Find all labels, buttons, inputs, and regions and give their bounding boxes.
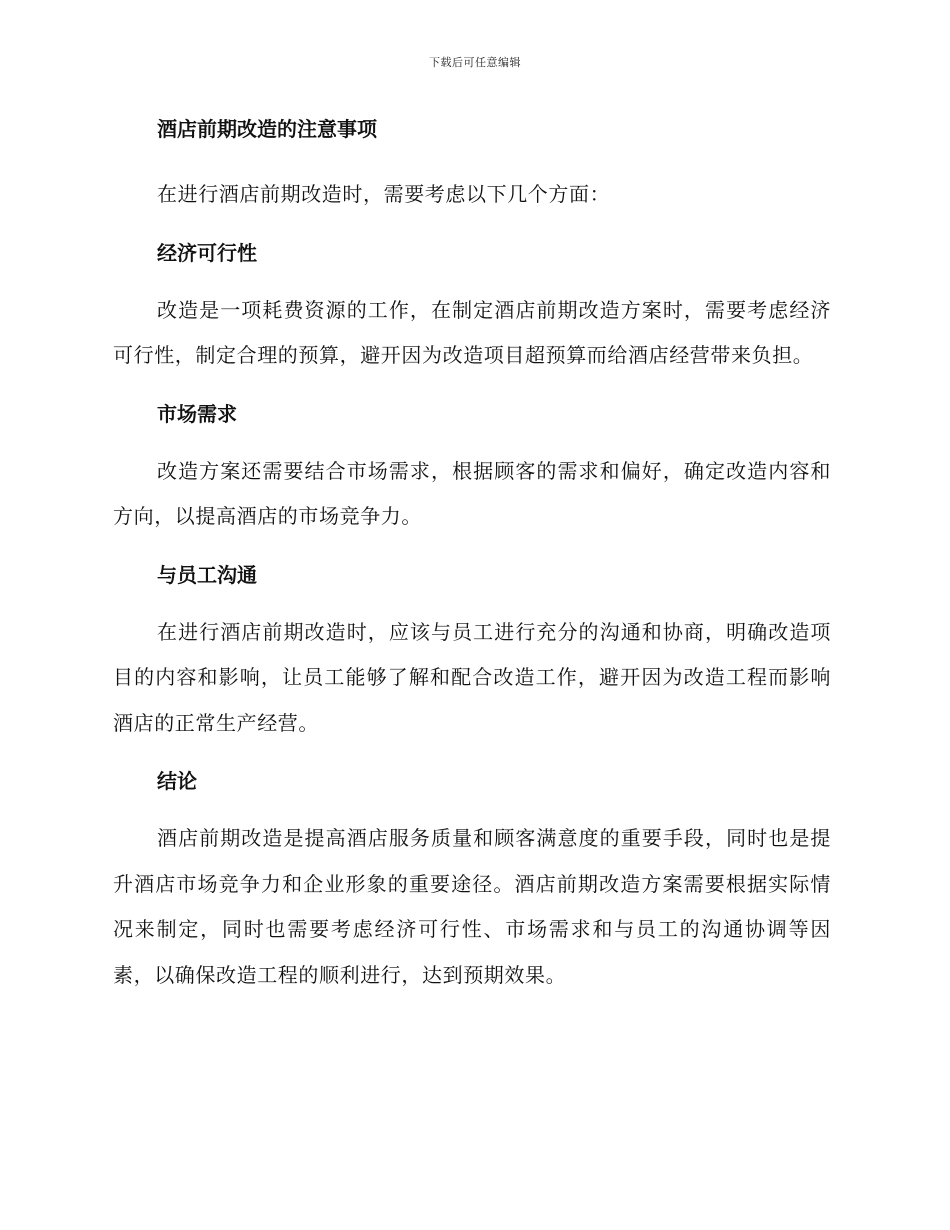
intro-paragraph: 在进行酒店前期改造时，需要考虑以下几个方面： (157, 182, 611, 206)
section-heading: 市场需求 (157, 401, 237, 426)
section-heading: 经济可行性 (157, 240, 257, 265)
section-conclusion (113, 766, 831, 998)
document-title: 酒店前期改造的注意事项 (157, 117, 377, 141)
section-staff-communication (113, 560, 831, 747)
section-market-demand (113, 399, 831, 540)
section-heading: 结论 (157, 769, 197, 793)
section-paragraph: 酒店前期改造是提高酒店服务质量和顾客满意度的重要手段，同时也是提升酒店市场竞争力和企业形象的重要途径。酒店前期改造方案需要根据实际情况来制定，同时也需要考虑经济可行性、市场需求和与员工的沟通协调等因素，以确保改造工程的顺利进行，达到预期效果。 (113, 826, 831, 987)
section-heading: 与员工沟通 (157, 562, 257, 587)
header-note: 下载后可任意编辑 (429, 56, 521, 69)
section-paragraph: 改造是一项耗费资源的工作，在制定酒店前期改造方案时，需要考虑经济可行性，制定合理的预算，避开因为改造项目超预算而给酒店经营带来负担。 (113, 297, 831, 367)
section-economic-feasibility (113, 238, 831, 379)
document-content (113, 114, 831, 998)
section-paragraph: 改造方案还需要结合市场需求，根据顾客的需求和偏好，确定改造内容和方向，以提高酒店的市场竞争力。 (113, 458, 831, 528)
section-paragraph: 在进行酒店前期改造时，应该与员工进行充分的沟通和协商，明确改造项目的内容和影响，让员工能够了解和配合改造工作，避开因为改造工程而影响酒店的正常生产经营。 (113, 619, 831, 735)
